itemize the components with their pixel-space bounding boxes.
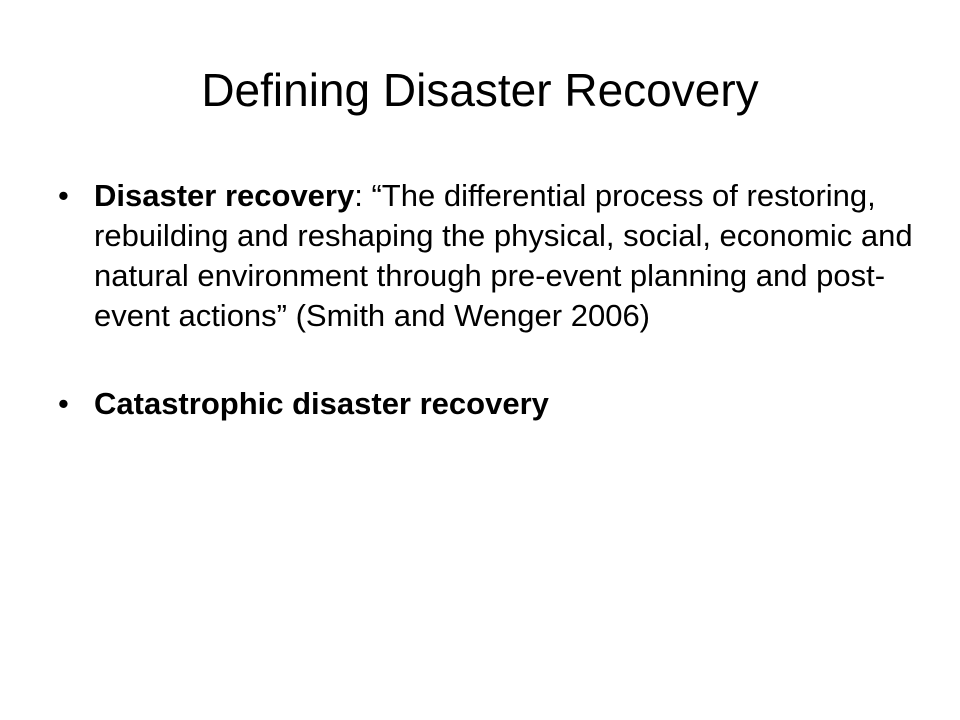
bullet-term: Disaster recovery xyxy=(94,178,355,213)
bullet-definition: “The differential process of restoring, rebuilding and reshaping the physical, social, economic and natural environment through pre-event planning and post-event actions” (Smith and Wenger 2006) xyxy=(94,178,913,333)
slide-title: Defining Disaster Recovery xyxy=(201,64,759,116)
bullet-separator: : xyxy=(354,178,372,213)
bullet-item-disaster-recovery xyxy=(58,176,918,336)
bullet-term: Catastrophic disaster recovery xyxy=(94,386,549,421)
bullet-marker: • xyxy=(58,386,69,421)
bullet-item-catastrophic-recovery xyxy=(58,384,918,424)
bullet-list xyxy=(58,176,918,424)
bullet-marker: • xyxy=(58,178,69,213)
